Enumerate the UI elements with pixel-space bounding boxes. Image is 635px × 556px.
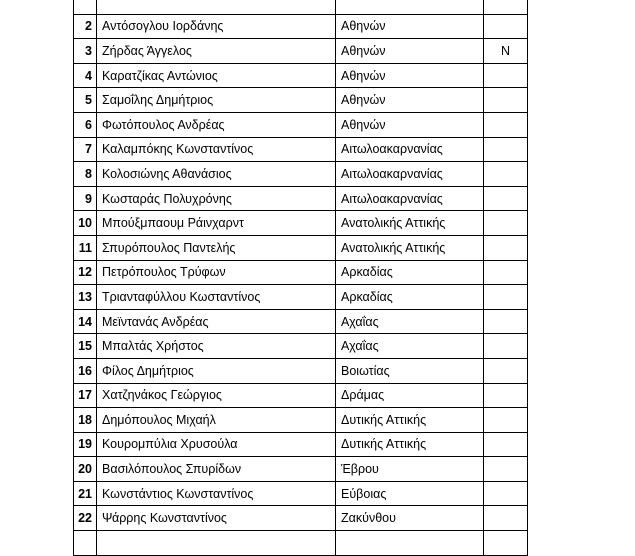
person-name-cell: Κωσταράς Πολυχρόνης xyxy=(97,186,336,211)
region-name-cell xyxy=(336,531,484,556)
table-row xyxy=(74,358,528,383)
region-name-cell: Αχαΐας xyxy=(336,309,484,334)
row-flag-cell xyxy=(484,481,528,506)
row-number-cell: 12 xyxy=(74,260,97,285)
person-name-cell: Βασιλόπουλος Σπυρίδων xyxy=(97,457,336,482)
person-name-cell: Ψάρρης Κωνσταντίνος xyxy=(97,506,336,531)
row-flag-cell xyxy=(484,186,528,211)
region-name-cell: Έβρου xyxy=(336,457,484,482)
table-row xyxy=(74,408,528,433)
row-flag-cell xyxy=(484,506,528,531)
row-number-cell: 9 xyxy=(74,186,97,211)
table-row xyxy=(74,531,528,556)
row-flag-cell xyxy=(484,309,528,334)
row-flag-cell xyxy=(484,63,528,88)
table-row xyxy=(74,383,528,408)
person-name-cell: Φωτόπουλος Ανδρέας xyxy=(97,112,336,137)
table-row xyxy=(74,211,528,236)
person-name-cell: Κουρομπύλια Χρυσούλα xyxy=(97,432,336,457)
person-name-cell: Καρατζίκας Αντώνιος xyxy=(97,63,336,88)
row-flag-cell xyxy=(484,432,528,457)
row-number-cell: 8 xyxy=(74,162,97,187)
row-number-cell: 3 xyxy=(74,39,97,64)
region-name-cell: Εύβοιας xyxy=(336,481,484,506)
region-name-cell: Αθηνών xyxy=(336,14,484,39)
row-number-cell: 19 xyxy=(74,432,97,457)
row-flag-cell xyxy=(484,162,528,187)
region-name-cell: Ζακύνθου xyxy=(336,506,484,531)
person-name-cell: Καλαμπόκης Κωνσταντίνος xyxy=(97,137,336,162)
row-number-cell: 18 xyxy=(74,408,97,433)
table-row xyxy=(74,14,528,39)
person-name-cell: Αντόσογλου Ιορδάνης xyxy=(97,14,336,39)
row-number-cell: 14 xyxy=(74,309,97,334)
table-row xyxy=(74,137,528,162)
row-flag-cell xyxy=(484,358,528,383)
region-name-cell: Αρκαδίας xyxy=(336,285,484,310)
person-name-cell: Τριανταφύλλου Κωσταντίνος xyxy=(97,285,336,310)
row-number-cell: 4 xyxy=(74,63,97,88)
region-name-cell: Αθηνών xyxy=(336,88,484,113)
table-row xyxy=(74,88,528,113)
roster-table xyxy=(73,0,528,556)
row-flag-cell: N xyxy=(484,39,528,64)
person-name-cell: Σαμοΐλης Δημήτριος xyxy=(97,88,336,113)
table-row xyxy=(74,481,528,506)
person-name-cell xyxy=(97,531,336,556)
region-name-cell: Αθηνών xyxy=(336,39,484,64)
row-flag-cell xyxy=(484,14,528,39)
row-flag-cell xyxy=(484,334,528,359)
table-row xyxy=(74,432,528,457)
row-flag-cell xyxy=(484,383,528,408)
row-number-cell: 15 xyxy=(74,334,97,359)
row-flag-cell xyxy=(484,531,528,556)
person-name-cell: Χατζηνάκος Γεώργιος xyxy=(97,383,336,408)
region-name-cell: Αχαΐας xyxy=(336,334,484,359)
table-row xyxy=(74,260,528,285)
table-row xyxy=(74,457,528,482)
row-flag-cell xyxy=(484,260,528,285)
row-flag-cell xyxy=(484,211,528,236)
region-name-cell: Αθηνών xyxy=(336,112,484,137)
region-name-cell: Ανατολικής Αττικής xyxy=(336,235,484,260)
row-number-cell: 2 xyxy=(74,14,97,39)
row-number-cell: 10 xyxy=(74,211,97,236)
row-number-cell: 20 xyxy=(74,457,97,482)
table-row xyxy=(74,285,528,310)
table-row xyxy=(74,334,528,359)
row-number-cell: 6 xyxy=(74,112,97,137)
person-name-cell: Δημόπουλος Μιχαήλ xyxy=(97,408,336,433)
region-name-cell: Δυτικής Αττικής xyxy=(336,432,484,457)
region-name-cell: Βοιωτίας xyxy=(336,358,484,383)
person-name-cell: Κωνστάντιος Κωνσταντίνος xyxy=(97,481,336,506)
row-number-cell: 17 xyxy=(74,383,97,408)
row-flag-cell xyxy=(484,457,528,482)
region-name-cell: Ανατολικής Αττικής xyxy=(336,211,484,236)
row-number-cell: 11 xyxy=(74,235,97,260)
region-name-cell: Αρκαδίας xyxy=(336,260,484,285)
region-name-cell: Αιτωλοακαρνανίας xyxy=(336,186,484,211)
row-number-cell: 7 xyxy=(74,137,97,162)
region-name-cell: Αθηνών xyxy=(336,63,484,88)
person-name-cell: Κολοσιώνης Αθανάσιος xyxy=(97,162,336,187)
table-row xyxy=(74,112,528,137)
table-row xyxy=(74,162,528,187)
row-number-cell xyxy=(74,531,97,556)
table-row xyxy=(74,309,528,334)
row-number-cell: 13 xyxy=(74,285,97,310)
row-number-cell: 16 xyxy=(74,358,97,383)
table-row xyxy=(74,39,528,64)
region-name-cell xyxy=(336,0,484,14)
row-number-cell xyxy=(74,0,97,14)
person-name-cell: Μεϊντανάς Ανδρέας xyxy=(97,309,336,334)
row-flag-cell xyxy=(484,137,528,162)
table-row xyxy=(74,506,528,531)
row-flag-cell xyxy=(484,408,528,433)
person-name-cell: Μπαλτάς Χρήστος xyxy=(97,334,336,359)
person-name-cell: Πετρόπουλος Τρύφων xyxy=(97,260,336,285)
row-number-cell: 5 xyxy=(74,88,97,113)
row-flag-cell xyxy=(484,0,528,14)
row-number-cell: 21 xyxy=(74,481,97,506)
person-name-cell: Μπούξμπαουμ Ράινχαρντ xyxy=(97,211,336,236)
table-row xyxy=(74,0,528,14)
row-number-cell: 22 xyxy=(74,506,97,531)
person-name-cell xyxy=(97,0,336,14)
row-flag-cell xyxy=(484,112,528,137)
region-name-cell: Δράμας xyxy=(336,383,484,408)
person-name-cell: Φίλος Δημήτριος xyxy=(97,358,336,383)
region-name-cell: Αιτωλοακαρνανίας xyxy=(336,137,484,162)
roster-table-body xyxy=(74,0,528,555)
region-name-cell: Αιτωλοακαρνανίας xyxy=(336,162,484,187)
table-row xyxy=(74,63,528,88)
row-flag-cell xyxy=(484,88,528,113)
person-name-cell: Ζήρδας Άγγελος xyxy=(97,39,336,64)
table-row xyxy=(74,235,528,260)
region-name-cell: Δυτικής Αττικής xyxy=(336,408,484,433)
row-flag-cell xyxy=(484,285,528,310)
person-name-cell: Σπυρόπουλος Παντελής xyxy=(97,235,336,260)
row-flag-cell xyxy=(484,235,528,260)
table-row xyxy=(74,186,528,211)
